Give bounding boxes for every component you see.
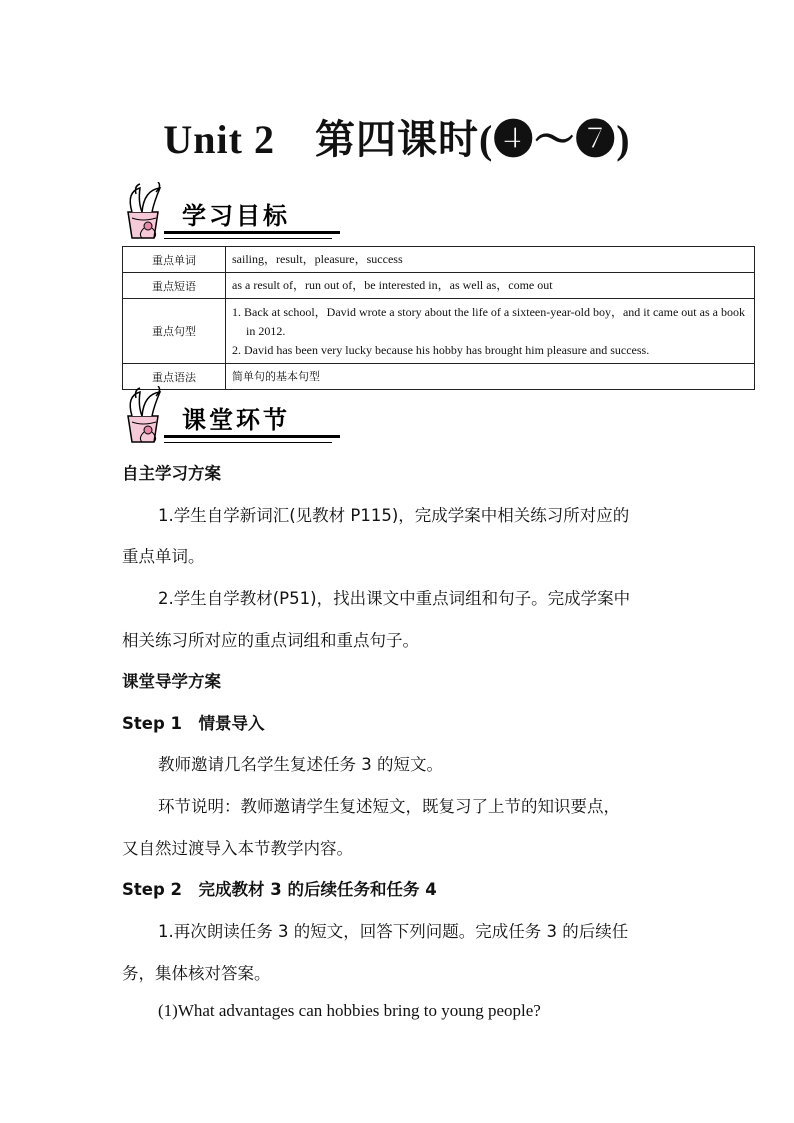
table-row <box>123 247 755 273</box>
paragraph-line: 相关练习所对应的重点词组和重点句子。 <box>122 631 419 650</box>
paragraph-line: 又自然过渡导入本节教学内容。 <box>122 839 353 858</box>
table-key-cell: 重点语法 <box>123 364 226 390</box>
paragraph-line: 务，集体核对答案。 <box>122 964 271 983</box>
page-title <box>0 108 794 165</box>
table-value-cell <box>226 299 755 364</box>
paragraph-line: 重点单词。 <box>122 547 205 566</box>
paragraph-line: 2.学生自学教材(P51)，找出课文中重点词组和句子。完成学案中 <box>158 589 631 608</box>
title-unit: Unit 2 <box>163 117 275 162</box>
key-sentence: 2. David has been very lucky because his hobby has brought him pleasure and success. <box>232 342 650 357</box>
paragraph-line: 1.再次朗读任务 3 的短文，回答下列问题。完成任务 3 的后续任 <box>158 922 629 941</box>
classroom-banner <box>118 386 340 448</box>
step2-heading: Step 2 完成教材 3 的后续任务和任务 4 <box>122 880 437 899</box>
goals-banner <box>118 182 340 244</box>
title-lesson: 第四课时(❹～❼) <box>314 117 631 162</box>
flower-basket-icon <box>118 182 178 244</box>
step1-heading: Step 1 情景导入 <box>122 714 265 733</box>
table-value-cell: sailing，result，pleasure，success <box>226 247 755 273</box>
guide-heading: 课堂导学方案 <box>122 672 221 691</box>
table-row <box>123 273 755 299</box>
question-line: (1)What advantages can hobbies bring to young people? <box>158 1001 541 1020</box>
flower-basket-icon <box>118 386 178 448</box>
grammar-value: 简单句的基本句型 <box>232 370 320 383</box>
goals-table <box>122 246 755 390</box>
goals-banner-text: 学习目标 <box>182 202 290 230</box>
table-key-cell: 重点句型 <box>123 299 226 364</box>
self-study-heading: 自主学习方案 <box>122 464 221 483</box>
table-key-cell: 重点短语 <box>123 273 226 299</box>
classroom-banner-text: 课堂环节 <box>182 406 290 434</box>
paragraph-line: 环节说明：教师邀请学生复述短文，既复习了上节的知识要点， <box>158 797 620 816</box>
table-key-cell: 重点单词 <box>123 247 226 273</box>
paragraph-line: 1.学生自学新词汇(见教材 P115)，完成学案中相关练习所对应的 <box>158 506 630 525</box>
paragraph-line: 教师邀请几名学生复述任务 3 的短文。 <box>158 755 443 774</box>
key-sentence: 1. Back at school，David wrote a story about the life of a sixteen-year-old boy，and it came out as a book in 2012. <box>232 304 745 338</box>
table-row <box>123 299 755 364</box>
table-value-cell: as a result of，run out of，be interested in，as well as，come out <box>226 273 755 299</box>
